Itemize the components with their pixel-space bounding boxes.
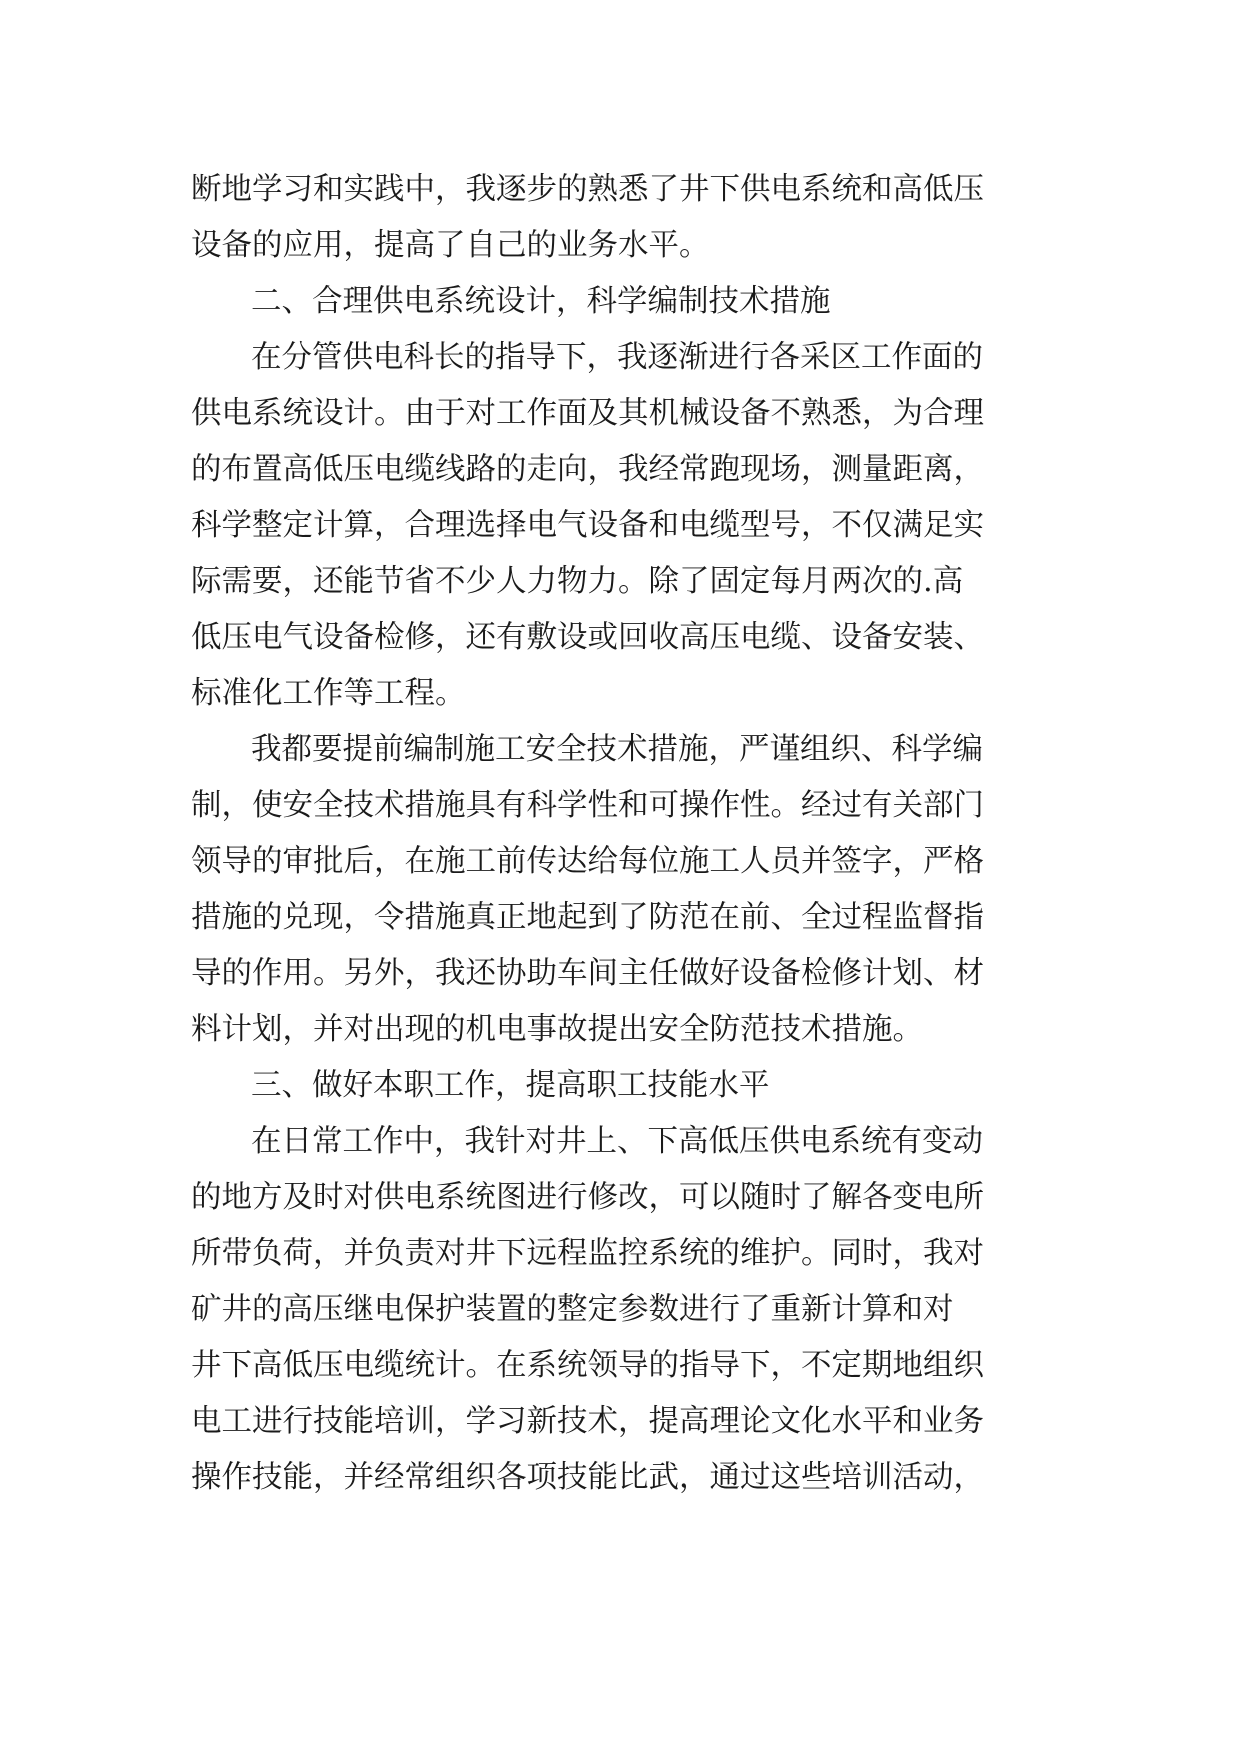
text-line: 低压电气设备检修，还有敷设或回收高压电缆、设备安装、 <box>191 620 984 655</box>
text-line: 电工进行技能培训，学习新技术，提高理论文化水平和业务 <box>191 1404 984 1439</box>
text-line: 科学整定计算，合理选择电气设备和电缆型号，不仅满足实 <box>191 508 984 543</box>
text-line: 在分管供电科长的指导下，我逐渐进行各采区工作面的 <box>251 340 983 375</box>
text-line: 在日常工作中，我针对井上、下高低压供电系统有变动 <box>251 1124 983 1159</box>
text-line: 断地学习和实践中，我逐步的熟悉了井下供电系统和高低压 <box>191 172 984 207</box>
text-line: 料计划，并对出现的机电事故提出安全防范技术措施。 <box>191 1012 923 1047</box>
text-line: 导的作用。另外，我还协助车间主任做好设备检修计划、材 <box>191 956 984 991</box>
document-body <box>191 162 1061 1506</box>
text-line: 三、做好本职工作，提高职工技能水平 <box>251 1068 770 1103</box>
text-line: 的布置高低压电缆线路的走向，我经常跑现场，测量距离， <box>191 452 984 487</box>
text-line: 操作技能，并经常组织各项技能比武，通过这些培训活动， <box>191 1460 984 1495</box>
text-line: 标准化工作等工程。 <box>191 676 466 711</box>
text-line: 矿井的高压继电保护装置的整定参数进行了重新计算和对 <box>191 1292 954 1327</box>
text-line: 井下高低压电缆统计。在系统领导的指导下，不定期地组织 <box>191 1348 984 1383</box>
text-line: 领导的审批后，在施工前传达给每位施工人员并签字，严格 <box>191 844 984 879</box>
text-line: 设备的应用，提高了自己的业务水平。 <box>191 228 710 263</box>
text-line: 制，使安全技术措施具有科学性和可操作性。经过有关部门 <box>191 788 984 823</box>
text-line: 二、合理供电系统设计，科学编制技术措施 <box>251 284 831 319</box>
text-line: 措施的兑现，令措施真正地起到了防范在前、全过程监督指 <box>191 900 984 935</box>
text-line: 的地方及时对供电系统图进行修改，可以随时了解各变电所 <box>191 1180 984 1215</box>
text-line: 所带负荷，并负责对井下远程监控系统的维护。同时，我对 <box>191 1236 984 1271</box>
text-line: 供电系统设计。由于对工作面及其机械设备不熟悉，为合理 <box>191 396 984 431</box>
text-line: 我都要提前编制施工安全技术措施，严谨组织、科学编 <box>251 732 983 767</box>
text-line: 际需要，还能节省不少人力物力。除了固定每月两次的.高 <box>191 564 964 599</box>
